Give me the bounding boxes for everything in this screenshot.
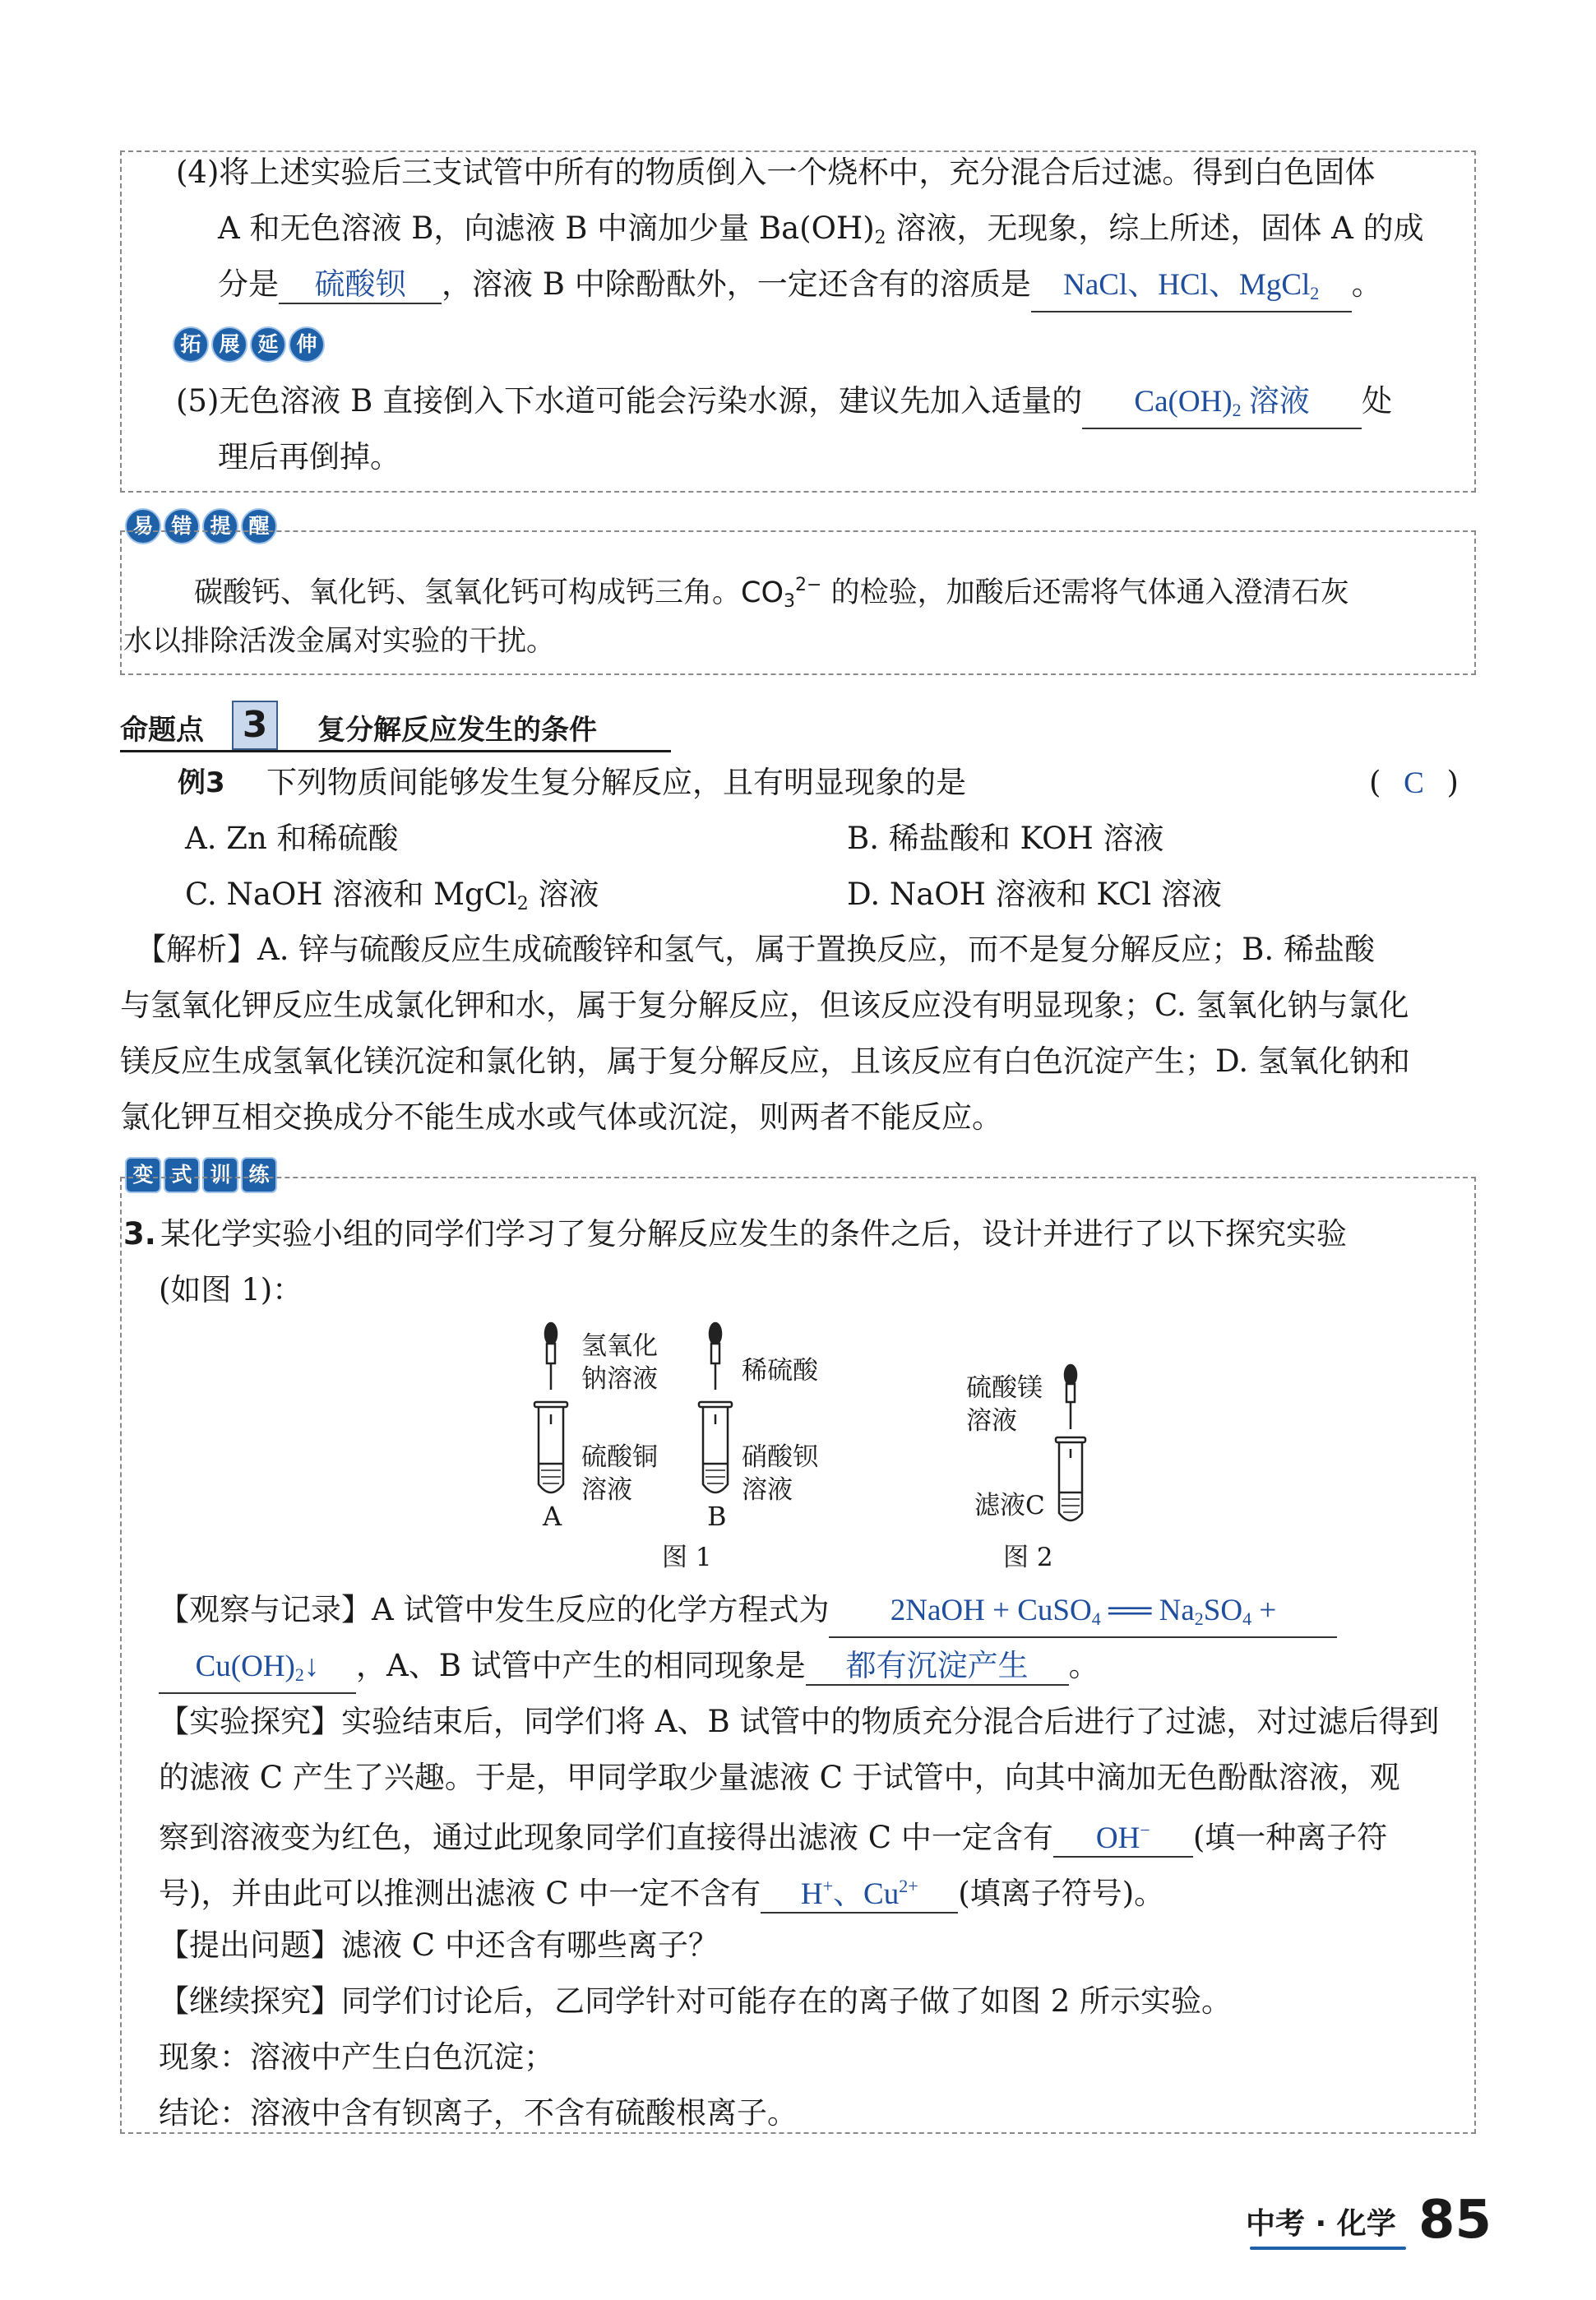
- obs-line1: 【观察与记录】A 试管中发生反应的化学方程式为 2NaOH + CuSO$_4$ ══ $Na_2SO_4$ +: [159, 1590, 1337, 1638]
- q5-line1: (5)无色溶液 B 直接倒入下水道可能会污染水源，建议先加入适量的 $Ca(OH)_2$ 溶液 处: [176, 381, 1392, 429]
- answer-equation-part2: $Cu(OH)_2↓$: [159, 1650, 356, 1694]
- label-tube-a: 硫酸铜 溶液: [581, 1442, 658, 1505]
- badge-extend: 拓 展 延 伸: [173, 326, 325, 363]
- q3-line1: 某化学实验小组的同学们学习了复分解反应发生的条件之后，设计并进行了以下探究实验: [160, 1216, 1347, 1252]
- q5-line2: 理后再倒掉。: [218, 439, 400, 474]
- option-b: B. 稀盐酸和 KOH 溶液: [847, 821, 1164, 856]
- label-dropper-2: 硫酸镁 溶液: [966, 1373, 1043, 1436]
- answer-equation-part1: 2NaOH + CuSO$_4$ ══ $Na_2SO_4$ +: [829, 1594, 1337, 1638]
- label-dropper-a: 氢氧化 钠溶液: [581, 1331, 658, 1394]
- explore-line3: 察到溶液变为红色，通过此现象同学们直接得出滤液 C 中一定含有 OH− (填一种离子符: [159, 1813, 1387, 1858]
- answer-treatment: $Ca(OH)_2$ 溶液: [1082, 385, 1362, 429]
- analysis-line3: 镁反应生成氢氧化镁沉淀和氯化钠，属于复分解反应，且该反应有白色沉淀产生；D. 氢氧化钠和: [120, 1044, 1410, 1079]
- analysis-line2: 与氢氧化钾反应生成氯化钾和水，属于复分解反应，但该反应没有明显现象；C. 氢氧化钠与氯化: [120, 988, 1409, 1023]
- label-b: B: [707, 1501, 727, 1532]
- example3-answer: C: [1404, 766, 1424, 800]
- example3-question: 下列物质间能够发生复分解反应，且有明显现象的是: [266, 765, 966, 800]
- tip-line1: 碳酸钙、氧化钙、氢氧化钙可构成钙三角。$CO_3^{2-}$ 的检验，加酸后还需将气体通入澄清石灰: [194, 575, 1349, 612]
- dropper-b: [710, 1323, 721, 1390]
- label-tube-2: 滤液C: [974, 1491, 1045, 1520]
- tube-a: [534, 1402, 567, 1492]
- dropper-a: [545, 1323, 557, 1390]
- answer-ion-present: OH−: [1053, 1813, 1193, 1858]
- obs-line2: $Cu(OH)_2↓$ ，A、B 试管中产生的相同现象是 都有沉淀产生 。: [159, 1645, 1099, 1694]
- footer-underline: [1250, 2247, 1406, 2250]
- badge-variant-training: 变 式 训 练: [125, 1157, 277, 1193]
- phenomenon: 现象：溶液中产生白色沉淀；: [159, 2039, 554, 2075]
- page-number: 85: [1418, 2190, 1492, 2251]
- analysis-line4: 氯化钾互相交换成分不能生成水或气体或沉淀，则两者不能反应。: [120, 1099, 1002, 1135]
- label-dropper-b: 稀硫酸: [742, 1356, 818, 1386]
- option-d: D. NaOH 溶液和 KCl 溶液: [847, 877, 1222, 912]
- example3-label: 例3: [178, 766, 225, 799]
- q3-number: 3.: [123, 1216, 156, 1252]
- q4-line3: 分是 硫酸钡 ，溶液 B 中除酚酞外，一定还含有的溶质是 NaCl、HCl、MgCl$_2$ 。: [218, 264, 1382, 312]
- q3-line2: (如图 1)：: [159, 1272, 303, 1307]
- section-label: 命题点: [120, 714, 204, 747]
- analysis-line1: 【解析】A. 锌与硫酸反应生成硫酸锌和氢气，属于置换反应，而不是复分解反应；B. 稀盐酸: [136, 932, 1375, 967]
- conclusion: 结论：溶液中含有钡离子，不含有硫酸根离子。: [159, 2095, 798, 2131]
- q4-line1: (4)将上述实验后三支试管中所有的物质倒入一个烧杯中，充分混合后过滤。得到白色固体: [176, 155, 1376, 190]
- caption-figure-2: 图 2: [1003, 1543, 1053, 1572]
- answer-ions-absent: H+、$Cu^{2+}$: [761, 1869, 958, 1914]
- section-heading: [120, 701, 671, 752]
- footer-subject: 中考 · 化学: [1246, 2207, 1396, 2241]
- explore-line1: 【实验探究】实验结束后，同学们将 A、B 试管中的物质充分混合后进行了过滤，对过滤后得到: [159, 1704, 1440, 1739]
- explore-line2: 的滤液 C 产生了兴趣。于是，甲同学取少量滤液 C 于试管中，向其中滴加无色酚酞溶液，观: [159, 1760, 1400, 1795]
- example3-answer-bracket: ( C ): [1369, 762, 1459, 804]
- label-a: A: [543, 1501, 562, 1532]
- badge-error-tip: 易 错 提 醒: [125, 508, 277, 544]
- answer-common-phenomenon: 都有沉淀产生: [806, 1650, 1069, 1686]
- continue-explore: 【继续探究】同学们讨论后，乙同学针对可能存在的离子做了如图 2 所示实验。: [159, 1983, 1233, 2019]
- tube-b: [699, 1402, 732, 1492]
- answer-solutes-b: NaCl、HCl、MgCl$_2$: [1031, 268, 1352, 312]
- tip-line2: 水以排除活泼金属对实验的干扰。: [123, 625, 556, 658]
- option-c: C. NaOH 溶液和 MgCl$_2$ 溶液: [185, 877, 599, 914]
- tube-2: [1056, 1437, 1085, 1520]
- option-a: A. Zn 和稀硫酸: [185, 821, 399, 856]
- section-number: 3: [232, 701, 278, 750]
- dropper-2: [1065, 1365, 1076, 1429]
- q4-line2: A 和无色溶液 B，向滤液 B 中滴加少量 $Ba(OH)_2$ 溶液，无现象，综上所述，固体 A 的成: [218, 211, 1424, 248]
- answer-solid-a: 硫酸钡: [279, 268, 442, 304]
- section-title: 复分解反应发生的条件: [317, 714, 597, 747]
- explore-line4: 号)，并由此可以推测出滤液 C 中一定不含有 H+、$Cu^{2+}$ (填离子符号)。: [159, 1869, 1164, 1914]
- raise-question: 【提出问题】滤液 C 中还含有哪些离子？: [159, 1927, 719, 1963]
- caption-figure-1: 图 1: [662, 1543, 712, 1572]
- label-tube-b: 硝酸钡 溶液: [742, 1442, 818, 1505]
